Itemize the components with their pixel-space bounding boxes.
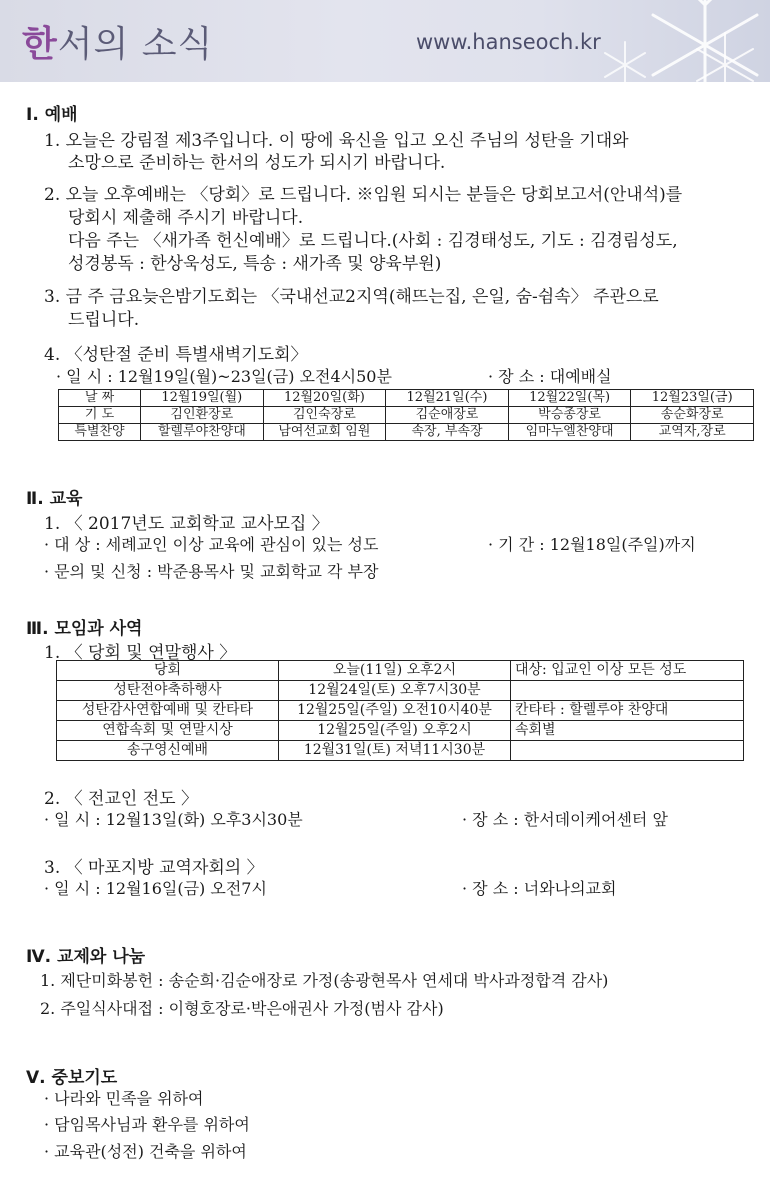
table-cell: 오늘(11일) 오후2시 [279, 661, 511, 681]
table-cell: 12월23일(금) [631, 390, 754, 407]
title-accent-char: 한 [22, 24, 58, 65]
church-url: www.hanseoch.kr [416, 30, 601, 54]
table-cell: 12월20일(화) [263, 390, 386, 407]
worship-item2-line1: 2. 오늘 오후예배는 〈당회〉로 드립니다. ※임원 되시는 분들은 당회보고서(안내석)를 [44, 185, 683, 205]
table-cell: 특별찬양 [59, 424, 141, 441]
table-cell: 12월19일(월) [141, 390, 264, 407]
gathering-item1-title: 1. 〈 당회 및 연말행사 〉 [44, 643, 237, 663]
worship-item4-title: 4. 〈성탄절 준비 특별새벽기도회〉 [44, 345, 308, 365]
table-cell: 속회별 [511, 721, 744, 741]
prayer-item: · 담임목사님과 환우를 위하여 [44, 1115, 250, 1134]
table-cell: 송구영신예배 [57, 741, 279, 761]
prayer-item: · 교육관(성전) 건축을 위하여 [44, 1142, 247, 1161]
table-cell: 교역자,장로 [631, 424, 754, 441]
worship-item4-where: · 장 소 : 대예배실 [488, 367, 612, 386]
education-item1-title: 1. 〈 2017년도 교회학교 교사모집 〉 [44, 514, 329, 534]
table-cell [511, 681, 744, 701]
title-rest: 서의 소식 [57, 24, 214, 65]
table-cell: 송순화장로 [631, 407, 754, 424]
worship-item3-line2: 드립니다. [68, 310, 140, 330]
worship-item1-line1: 1. 오늘은 강림절 제3주입니다. 이 땅에 육신을 입고 오신 주님의 성탄을 기대와 [44, 131, 629, 151]
table-cell: 대상: 입교인 이상 모든 성도 [511, 661, 744, 681]
fellowship-item2: 2. 주일식사대접 : 이형호장로·박은애권사 가정(범사 감사) [40, 999, 444, 1018]
table-row [59, 390, 754, 407]
table-cell: 김순애장로 [386, 407, 509, 424]
session-events-table [56, 660, 744, 761]
table-cell: 할렐루야찬양대 [141, 424, 264, 441]
gathering-item2-where: · 장 소 : 한서데이케어센터 앞 [462, 810, 668, 829]
snowflake-icon [600, 40, 650, 90]
bulletin-title [22, 16, 213, 67]
table-cell: 12월25일(주일) 오후2시 [279, 721, 511, 741]
worship-item1-line2: 소망으로 준비하는 한서의 성도가 되시기 바랍니다. [68, 153, 446, 173]
table-cell: 당회 [57, 661, 279, 681]
table-cell: 김인숙장로 [263, 407, 386, 424]
education-contact: · 문의 및 신청 : 박준용목사 및 교회학교 각 부장 [44, 562, 379, 581]
table-row [57, 721, 744, 741]
table-cell [511, 741, 744, 761]
worship-item2-line2: 당회시 제출해 주시기 바랍니다. [68, 208, 304, 228]
table-cell: 12월31일(토) 저녁11시30분 [279, 741, 511, 761]
worship-item4-when: · 일 시 : 12월19일(월)~23일(금) 오전4시50분 [56, 367, 392, 386]
table-row [59, 407, 754, 424]
section-fellowship-title: Ⅳ. 교제와 나눔 [26, 947, 146, 967]
table-row [59, 424, 754, 441]
snowflake-icon [690, 30, 760, 100]
gathering-item3-title: 3. 〈 마포지방 교역자회의 〉 [44, 858, 264, 878]
table-cell: 날 짜 [59, 390, 141, 407]
table-cell: 연합속회 및 연말시상 [57, 721, 279, 741]
table-cell: 12월24일(토) 오후7시30분 [279, 681, 511, 701]
dawn-prayer-table [58, 389, 754, 441]
table-cell: 성탄전야축하행사 [57, 681, 279, 701]
table-cell: 기 도 [59, 407, 141, 424]
table-row [57, 681, 744, 701]
table-cell: 12월25일(주일) 오전10시40분 [279, 701, 511, 721]
education-target: · 대 상 : 세례교인 이상 교육에 관심이 있는 성도 [44, 535, 379, 554]
worship-item3-line1: 3. 금 주 금요늦은밤기도회는 〈국내선교2지역(해뜨는집, 은일, 숨-쉼속〉 주관으로 [44, 287, 659, 307]
table-cell: 김인환장로 [141, 407, 264, 424]
table-cell: 12월21일(수) [386, 390, 509, 407]
table-cell: 12월22일(목) [508, 390, 631, 407]
education-period: · 기 간 : 12월18일(주일)까지 [488, 535, 696, 554]
table-cell: 임마누엘찬양대 [508, 424, 631, 441]
table-cell: 박승종장로 [508, 407, 631, 424]
fellowship-item1: 1. 제단미화봉헌 : 송순희·김순애장로 가정(송광현목사 연세대 박사과정합격 감사) [40, 971, 609, 990]
gathering-item2-title: 2. 〈 전교인 전도 〉 [44, 789, 198, 809]
section-worship-title: Ⅰ. 예배 [26, 105, 78, 125]
table-cell: 남여선교회 임원 [263, 424, 386, 441]
section-prayer-title: Ⅴ. 중보기도 [26, 1068, 118, 1088]
gathering-item2-when: · 일 시 : 12월13일(화) 오후3시30분 [44, 810, 303, 829]
prayer-item: · 나라와 민족을 위하여 [44, 1089, 204, 1108]
header-banner [0, 0, 770, 82]
table-row [57, 661, 744, 681]
section-education-title: Ⅱ. 교육 [26, 489, 83, 509]
table-cell: 칸타타 : 할렐루야 찬양대 [511, 701, 744, 721]
table-row [57, 701, 744, 721]
gathering-item3-when: · 일 시 : 12월16일(금) 오전7시 [44, 879, 267, 898]
table-cell: 속장, 부속장 [386, 424, 509, 441]
worship-item2-line4: 성경봉독 : 한상욱성도, 특송 : 새가족 및 양육부원) [68, 254, 442, 274]
section-gathering-title: Ⅲ. 모임과 사역 [26, 619, 143, 639]
gathering-item3-where: · 장 소 : 너와나의교회 [462, 879, 617, 898]
table-cell: 성탄감사연합예배 및 칸타타 [57, 701, 279, 721]
worship-item2-line3: 다음 주는 〈새가족 헌신예배〉로 드립니다.(사회 : 김경태성도, 기도 : 김경림성도, [68, 231, 678, 251]
table-row [57, 741, 744, 761]
